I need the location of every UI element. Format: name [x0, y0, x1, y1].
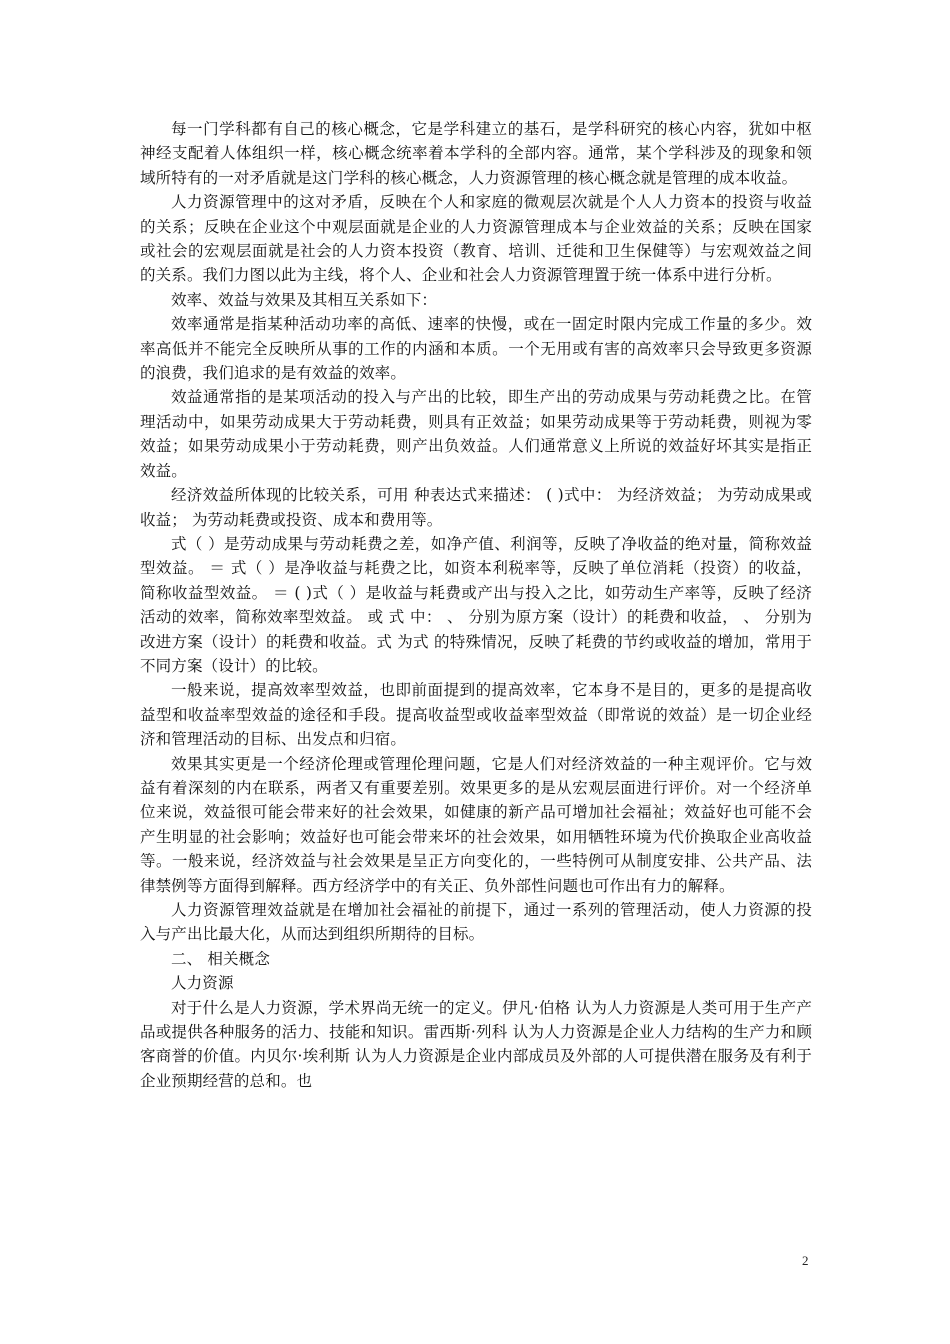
section-heading-related-concepts: 二、 相关概念 — [171, 949, 270, 968]
page-number: 2 — [802, 1253, 809, 1268]
paragraph-hrm-benefit: 人力资源管理效益就是在增加社会福祉的前提下，通过一系列的管理活动，使人力资源的投入与产出比最大化，从而达到组织所期待的目标。 — [140, 901, 812, 944]
paragraph-formulas: 式（ ）是劳动成果与劳动耗费之差，如净产值、利润等，反映了净收益的绝对量，简称效益型效益。 ＝ 式（ ）是净收益与耗费之比，如资本利税率等，反映了单位消耗（投资）的收益，简称收益型效益。 ＝ ( )式（ ）是收益与耗费或产出与投入之比，如劳动生产率等，反映了经济活动的效率，简称效率型效益。 或 式 中： 、 分别为原方案（设计）的耗费和收益， 、 分别为改进方案（设计）的耗费和收益。式 为式 的特殊情况，反映了耗费的节约或收益的增加，常用于不同方案（设计）的比较。 — [140, 534, 812, 675]
paragraph-core-concept: 每一门学科都有自己的核心概念，它是学科建立的基石，是学科研究的核心内容，犹如中枢神经支配着人体组织一样，核心概念统率着本学科的全部内容。通常，某个学科涉及的现象和领域所特有的一对矛盾就是这门学科的核心概念，人力资源管理的核心概念就是管理的成本收益。 — [140, 120, 812, 187]
paragraph-effect: 效果其实更是一个经济伦理或管理伦理问题，它是人们对经济效益的一种主观评价。它与效益有着深刻的内在联系，两者又有重要差别。效果更多的是从宏观层面进行评价。对一个经济单位来说，效益很可能会带来好的社会效果，如健康的新产品可增加社会福祉；效益好也可能不会产生明显的社会影响；效益好也可能会带来坏的社会效果，如用牺牲环境为代价换取企业高收益等。一般来说，经济效益与社会效果是呈正方向变化的，一些特例可从制度安排、公共产品、法律禁例等方面得到解释。西方经济学中的有关正、负外部性问题也可作出有力的解释。 — [140, 754, 812, 895]
document-body — [140, 117, 812, 1093]
paragraph-benefit: 效益通常指的是某项活动的投入与产出的比较，即生产出的劳动成果与劳动耗费之比。在管理活动中，如果劳动成果大于劳动耗费，则具有正效益；如果劳动成果等于劳动耗费，则视为零效益；如果劳动成果小于劳动耗费，则产出负效益。人们通常意义上所说的效益好坏其实是指正效益。 — [140, 388, 812, 480]
paragraph-improve-efficiency: 一般来说，提高效率型效益，也即前面提到的提高效率，它本身不是目的，更多的是提高收益型和收益率型效益的途径和手段。提高收益型或收益率型效益（即常说的效益）是一切企业经济和管理活动的目标、出发点和归宿。 — [140, 681, 812, 749]
paragraph-economic-benefit: 经济效益所体现的比较关系，可用 种表达式来描述： ( )式中： 为经济效益； 为劳动成果或收益； 为劳动耗费或投资、成本和费用等。 — [140, 486, 812, 529]
paragraph-relations-intro: 效率、效益与效果及其相互关系如下： — [171, 290, 438, 309]
paragraph-contradiction: 人力资源管理中的这对矛盾，反映在个人和家庭的微观层次就是个人人力资本的投资与收益的关系；反映在企业这个中观层面就是企业的人力资源管理成本与企业效益的关系；反映在国家或社会的宏观层面就是社会的人力资本投资（教育、培训、迁徙和卫生保健等）与宏观效益之间的关系。我们力图以此为主线，将个人、企业和社会人力资源管理置于统一体系中进行分析。 — [140, 193, 812, 285]
subsection-heading-human-resources: 人力资源 — [171, 974, 234, 993]
paragraph-efficiency: 效率通常是指某种活动功率的高低、速率的快慢，或在一固定时限内完成工作量的多少。效率高低并不能完全反映所从事的工作的内涵和本质。一个无用或有害的高效率只会导致更多资源的浪费，我们追求的是有效益的效率。 — [140, 315, 812, 383]
paragraph-hr-definition: 对于什么是人力资源，学术界尚无统一的定义。伊凡·伯格 认为人力资源是人类可用于生产产品或提供各种服务的活力、技能和知识。雷西斯·列科 认为人力资源是企业人力结构的生产力和顾客商誉的价值。内贝尔·埃利斯 认为人力资源是企业内部成员及外部的人可提供潜在服务及有利于企业预期经营的总和。也 — [140, 998, 812, 1090]
